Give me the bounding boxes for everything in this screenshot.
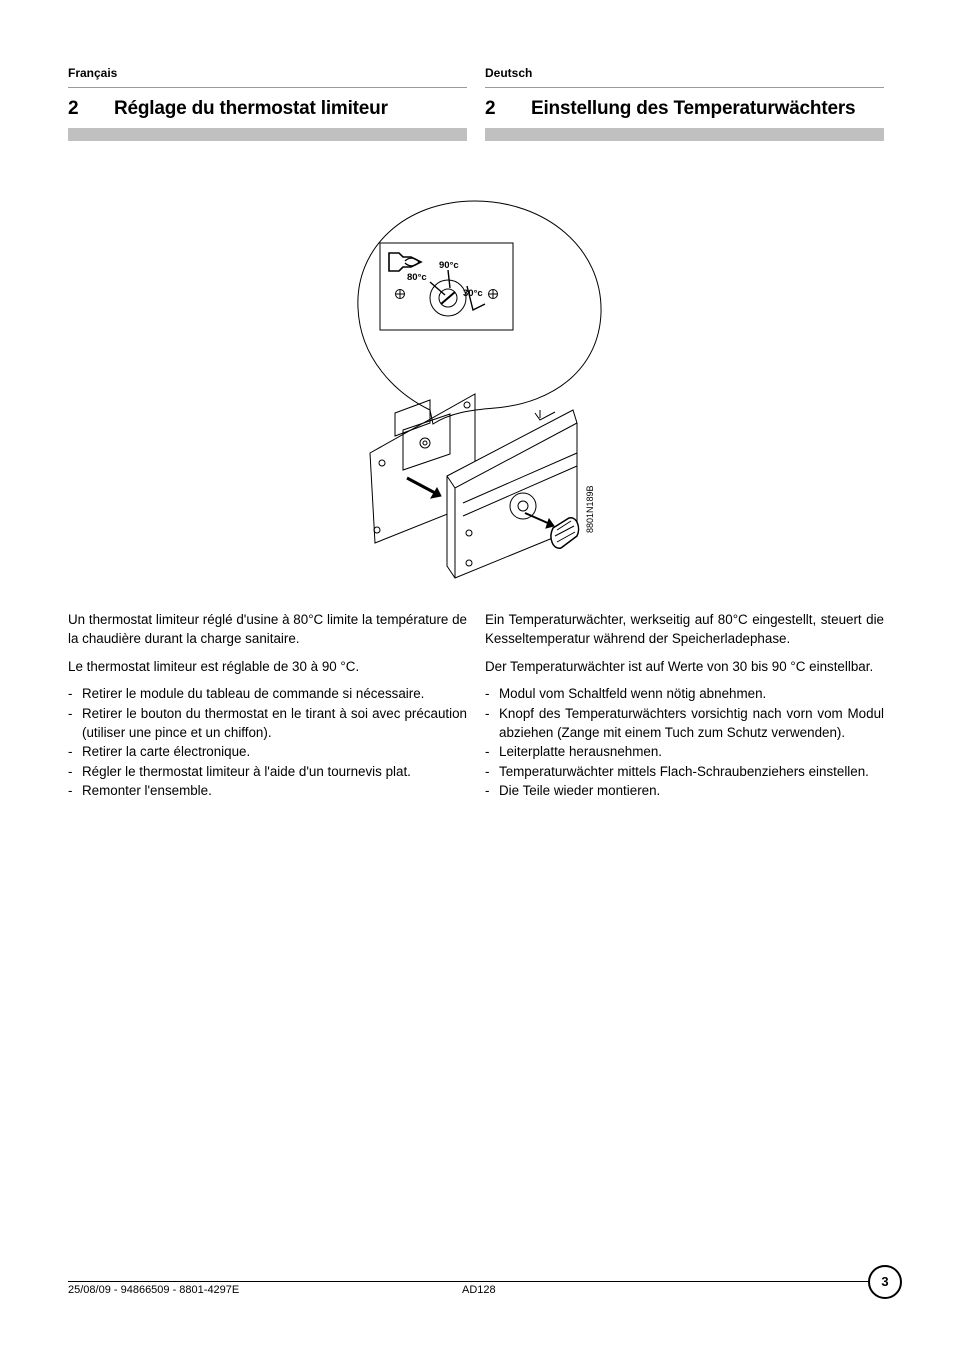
list-item: - Retirer le bouton du thermostat en le tirant à soi avec précaution (utiliser une pince et un chiffon). [68,705,467,741]
steps-list-fr [68,684,467,800]
section-title-de: Einstellung des Temperaturwächters [531,98,856,119]
section-heading-de [485,98,855,120]
figure-reference-code: 8801N189B [585,485,595,533]
paragraph-1-fr: Un thermostat limiteur réglé d'usine à 80°C limite la température de la chaudière durant la charge sanitaire. [68,612,467,647]
list-item: - Knopf des Temperaturwächters vorsichtig nach vorn vom Modul abziehen (Zange mit einem Tuch zum Schutz verwenden). [485,705,884,741]
list-item: - Die Teile wieder montieren. [485,783,661,799]
footer-model-code: AD128 [462,1284,496,1296]
section-number-de: 2 [485,98,496,119]
list-item: - Temperaturwächter mittels Flach-Schraubenziehers einstellen. [485,763,869,779]
section-number-fr: 2 [68,98,79,119]
list-item: - Régler le thermostat limiteur à l'aide d'un tournevis plat. [68,763,411,779]
footer-divider [68,1281,868,1282]
section-title-fr: Réglage du thermostat limiteur [114,98,388,119]
paragraph-1-de: Ein Temperaturwächter, werkseitig auf 80°C eingestellt, steuert die Kesseltemperatur während der Speicherladephase. [485,612,884,647]
paragraph-2-de: Der Temperaturwächter ist auf Werte von 30 bis 90 °C einstellbar. [485,658,874,674]
thermostat-drawing [355,198,605,583]
language-label-de: Deutsch [485,66,533,80]
list-item: - Remonter l'ensemble. [68,783,212,799]
detail-panel [380,243,513,330]
paragraph-2-fr: Le thermostat limiteur est réglable de 30 à 90 °C. [68,658,360,674]
footer-document-id: 25/08/09 - 94866509 - 8801-4297E [68,1284,240,1296]
thermostat-illustration [355,198,605,583]
label-80: 80°c [407,272,427,283]
label-90: 90°c [439,260,459,271]
body-text-fr [68,610,467,801]
language-divider-fr [68,87,467,88]
heading-bar-fr [68,128,467,141]
page-number: 3 [868,1265,902,1299]
language-label-fr: Français [68,66,118,80]
body-text-de [485,610,884,801]
language-divider-de [485,87,884,88]
heading-bar-de [485,128,884,141]
steps-list-de [485,684,884,800]
list-item: - Leiterplatte herausnehmen. [485,744,663,760]
section-heading-fr [68,98,388,120]
list-item: - Modul vom Schaltfeld wenn nötig abnehmen. [485,686,767,702]
list-item: - Retirer la carte électronique. [68,744,251,760]
label-30: 30°c [463,288,483,299]
list-item: - Retirer le module du tableau de commande si nécessaire. [68,686,425,702]
